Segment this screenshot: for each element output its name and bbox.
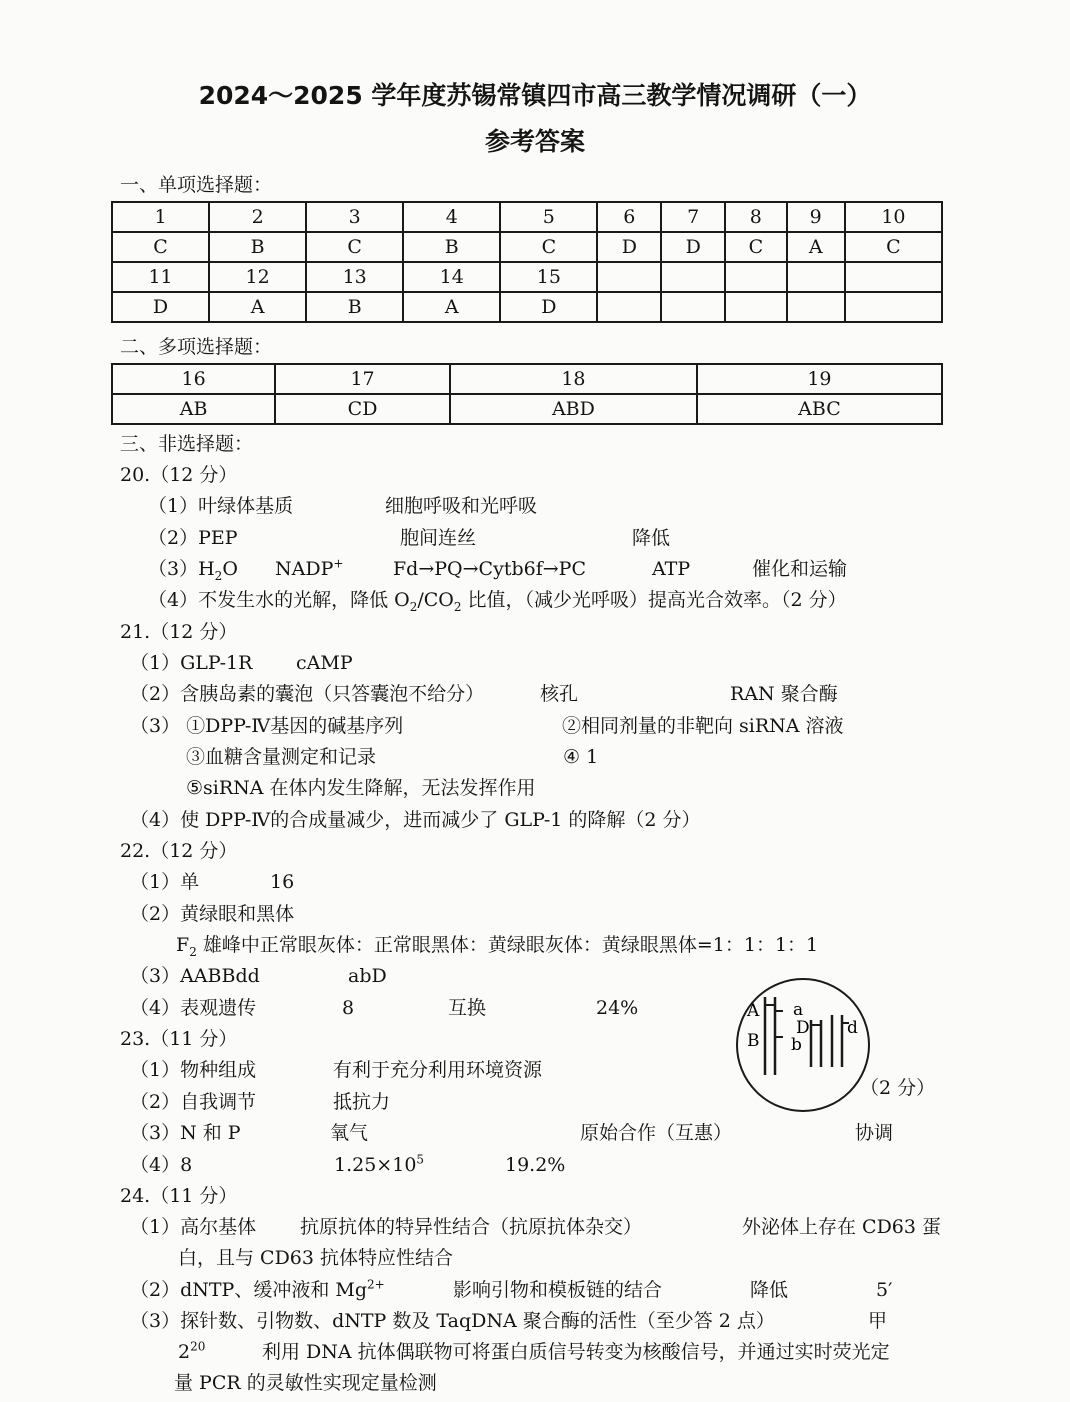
q23-3b: 氧气 [330,1122,369,1144]
label-a: a [793,1000,804,1020]
q24-3d: 利用 DNA 抗体偶联物可将蛋白质信号转变为核酸信号，并通过实时荧光定 [262,1341,890,1363]
q21-3b: ②相同剂量的非靶向 siRNA 溶液 [562,715,844,737]
table-cell [597,292,661,322]
q23-1a: （1）物种组成 [130,1059,257,1081]
table-cell [725,262,786,292]
table-cell: 9 [787,202,845,232]
table-cell: 18 [450,364,697,394]
table-row [112,232,942,262]
table-cell: D [597,232,661,262]
q21-heading: 21.（12 分） [120,621,238,643]
table-cell [845,262,942,292]
table-cell: C [112,232,209,262]
q21-4: （4）使 DPP-Ⅳ的合成量减少，进而减少了 GLP-1 的降解（2 分） [130,809,701,831]
table-cell: B [403,232,500,262]
table-cell: C [500,232,597,262]
table-cell: 16 [112,364,275,394]
q24-2a: （2）dNTP、缓冲液和 $Mg^{2+}$ [130,1277,385,1301]
q20-1a: （1）叶绿体基质 [148,495,294,517]
table-cell: D [500,292,597,322]
table-cell: 4 [403,202,500,232]
table-cell: 13 [306,262,403,292]
q22-2: （2）黄绿眼和黑体 [130,903,295,925]
q23-3a: （3）N 和 P [130,1122,241,1144]
q22-1a: （1）单 [130,871,200,893]
table-cell: ABC [697,394,942,424]
q20-3a: $(3)H_2O$ [148,558,238,583]
page-title: 2024～2025 学年度苏锡常镇四市高三教学情况调研（一） [198,81,872,110]
table-cell: CD [275,394,450,424]
table-cell: A [787,232,845,262]
table-cell: 6 [597,202,661,232]
q21-3c: ③血糖含量测定和记录 [186,746,377,768]
q24-3e: 量 PCR 的灵敏性实现定量检测 [174,1372,437,1394]
table-cell [725,292,786,322]
table-row [112,202,942,232]
q22-3a: （3）AABBdd [130,965,260,987]
q20-2c: 降低 [632,527,671,549]
q21-1b: cAMP [296,652,353,674]
table-cell: C [306,232,403,262]
table-cell [787,292,845,322]
q20-heading: 20.（12 分） [120,464,238,486]
label-b: b [791,1035,802,1055]
table-row [112,292,942,322]
section1-heading: 一、单项选择题： [120,174,273,196]
q24-1a: （1）高尔基体 [130,1216,257,1238]
q23-4b: $1.25\times 10^5$ [334,1152,425,1176]
table-cell [845,292,942,322]
q24-2d: 5′ [876,1279,893,1301]
table-cell: 15 [500,262,597,292]
table-cell: A [209,292,306,322]
section2-heading: 二、多项选择题： [120,336,273,358]
q22-heading: 22.（12 分） [120,840,238,862]
q22-4c: 互换 [448,997,487,1019]
q23-1b: 有利于充分利用环境资源 [333,1059,543,1081]
q24-heading: 24.（11 分） [120,1185,238,1207]
q24-2c: 降低 [750,1279,789,1301]
q24-3a: （3）探针数、引物数、dNTP 数及 TaqDNA 聚合酶的活性（至少答 2 点） [130,1310,775,1332]
q23-2a: （2）自我调节 [130,1091,257,1113]
q21-2b: 核孔 [540,683,579,705]
table-cell: 7 [661,202,725,232]
q22-3b: abD [348,965,387,987]
q23-heading: 23.（11 分） [120,1028,238,1050]
table-cell: A [403,292,500,322]
table-cell [787,262,845,292]
table-cell: C [725,232,786,262]
label-D: D [796,1018,810,1038]
table-cell: ABD [450,394,697,424]
multi-choice-table [111,363,943,425]
table-cell: 19 [697,364,942,394]
q21-2a: （2）含胰岛素的囊泡（只答囊泡不给分） [130,683,485,705]
q23-2b: 抵抗力 [333,1091,391,1113]
q20-3e: 催化和运输 [752,558,848,580]
q20-3d: ATP [652,558,691,580]
page-subtitle: 参考答案 [484,127,585,156]
q21-1a: （1）GLP-1R [130,652,253,674]
q22-4b: 8 [342,997,355,1019]
q24-3b: 甲 [868,1310,888,1332]
table-cell [661,262,725,292]
q24-1b: 抗原抗体的特异性结合（抗原抗体杂交） [300,1216,643,1238]
q23-4a: （4）8 [130,1154,193,1176]
q21-3d: ④ 1 [563,746,599,768]
label-d: d [847,1018,858,1038]
q20-4: （4）不发生水的光解，降低 $O_2/CO_2$ 比值，（减少光呼吸）提高光合效率。（2 分） [148,589,847,614]
table-cell: 2 [209,202,306,232]
q22-diagram-score: （2 分） [860,1077,936,1099]
single-choice-table [111,201,943,323]
label-A: A [747,1001,760,1021]
q23-3d: 协调 [855,1122,894,1144]
q24-1c: 外泌体上存在 CD63 蛋 [742,1216,942,1238]
q24-3c: $2^{20}$ [178,1339,206,1363]
table-cell: 1 [112,202,209,232]
q20-2b: 胞间连丝 [400,527,477,549]
q21-2c: RAN 聚合酶 [730,683,838,705]
table-cell: 14 [403,262,500,292]
table-cell: 11 [112,262,209,292]
chromosome-diagram [733,975,873,1115]
table-cell: 3 [306,202,403,232]
table-cell: 17 [275,364,450,394]
table-cell [661,292,725,322]
q22-2b: $F_2$ 雄峰中正常眼灰体：正常眼黑体：黄绿眼灰体：黄绿眼黑体=1：1：1：1 [176,934,819,959]
q20-3b: NADP+ [275,556,344,580]
table-cell: C [845,232,942,262]
table-row [112,364,942,394]
table-cell: B [306,292,403,322]
q20-3c: Fd→PQ→Cytb6f→PC [393,558,586,580]
table-cell: 5 [500,202,597,232]
q22-4a: （4）表观遗传 [130,997,257,1019]
table-cell: 12 [209,262,306,292]
q20-1b: 细胞呼吸和光呼吸 [385,495,538,517]
section3-heading: 三、非选择题： [120,433,254,455]
table-row [112,394,942,424]
q24-2b: 影响引物和模板链的结合 [453,1279,663,1301]
table-row [112,262,942,292]
table-cell: 10 [845,202,942,232]
q23-4c: 19.2% [505,1154,566,1176]
q23-3c: 原始合作（互惠） [580,1122,733,1144]
q24-1d: 白，且与 CD63 抗体特应性结合 [178,1247,454,1269]
q21-3a: （3） ①DPP-Ⅳ基因的碱基序列 [130,715,404,737]
q22-1b: 16 [270,871,295,893]
q20-2a: （2）PEP [148,527,238,549]
q21-3e: ⑤siRNA 在体内发生降解，无法发挥作用 [186,777,536,799]
table-cell [597,262,661,292]
table-cell: D [112,292,209,322]
q22-4d: 24% [596,997,639,1019]
label-B: B [747,1031,760,1051]
table-cell: AB [112,394,275,424]
table-cell: B [209,232,306,262]
table-cell: 8 [725,202,786,232]
table-cell: D [661,232,725,262]
